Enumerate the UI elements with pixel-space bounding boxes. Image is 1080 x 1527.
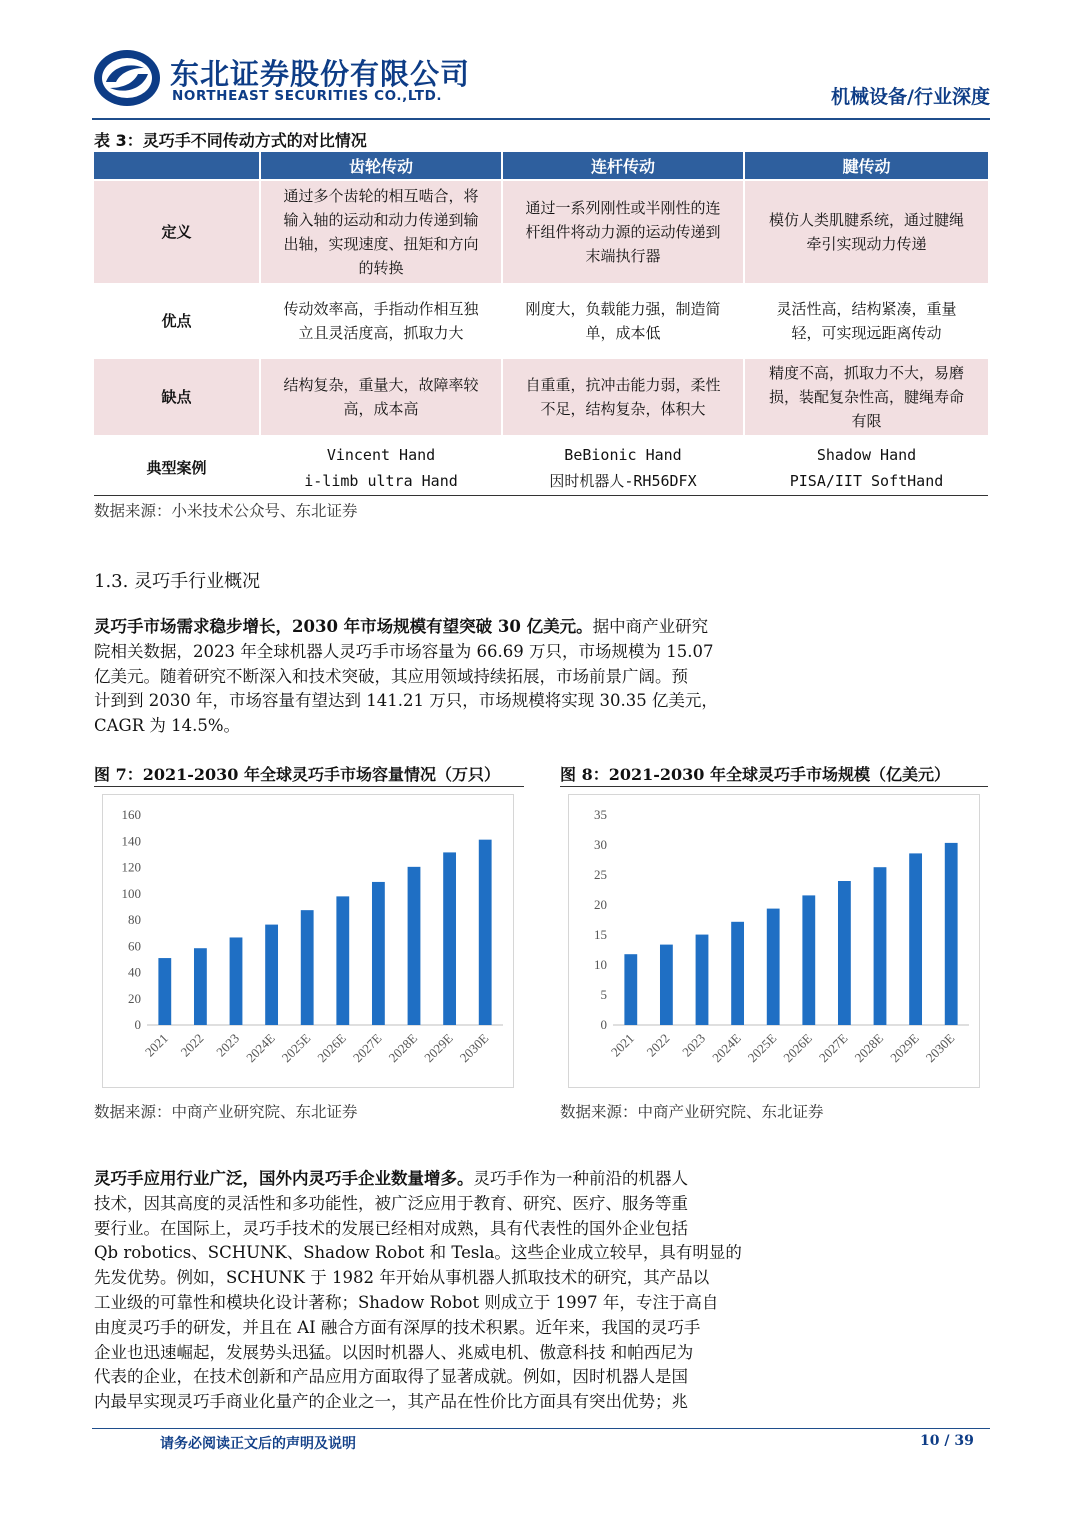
paragraph-lead: 灵巧手应用行业广泛，国外内灵巧手企业数量增多。 [94, 1169, 474, 1188]
section-heading: 1.3. 灵巧手行业概况 [94, 571, 261, 592]
chart-7-svg [103, 795, 515, 1089]
chart8-bar [696, 935, 709, 1025]
chart7-x-tick-label: 2024E [243, 1030, 278, 1066]
chart7-bar [265, 925, 278, 1025]
table-header-gear: 齿轮传动 [260, 152, 502, 180]
paragraph-market-growth [94, 615, 778, 739]
chart7-y-tick-label: 20 [128, 990, 141, 1006]
chart7-x-tick-label: 2022 [177, 1030, 207, 1060]
chart8-bar [802, 895, 815, 1025]
paragraph-line: 灵巧手作为一种前沿的机器人 [473, 1169, 688, 1188]
paragraph-lead: 灵巧手市场需求稳步增长，2030 年市场规模有望突破 30 亿美元。 [94, 617, 593, 636]
chart8-y-tick-label: 30 [594, 837, 607, 852]
footer-divider [92, 1428, 990, 1429]
chart7-bar [194, 948, 207, 1025]
chart7-bar [443, 852, 456, 1025]
chart8-x-tick-label: 2021 [607, 1030, 637, 1060]
chart-market-capacity [102, 794, 514, 1088]
header-divider [92, 118, 990, 120]
table-bottom-rule [94, 495, 988, 496]
case-item: Shadow Hand [816, 445, 917, 464]
table-header-linkage: 连杆传动 [502, 152, 744, 180]
paragraph-line: CAGR 为 14.5%。 [94, 716, 241, 736]
table-cell: 结构复杂，重量大，故障率较高，成本高 [260, 358, 502, 436]
chart8-x-tick-label: 2029E [887, 1030, 922, 1066]
chart8-bar [731, 922, 744, 1025]
table-cell: 模仿人类肌腱系统，通过腱绳牵引实现动力传递 [744, 180, 988, 284]
chart7-x-tick-label: 2027E [349, 1030, 385, 1066]
table-cell-cases [260, 436, 502, 498]
chart7-bar [408, 867, 421, 1025]
chart8-x-tick-label: 2027E [815, 1030, 851, 1066]
chart8-x-tick-label: 2030E [922, 1030, 958, 1066]
paragraph-line: 技术，因其高度的灵活性和多功能性，被广泛应用于教育、研究、医疗、服务等重 [94, 1193, 688, 1213]
chart8-y-tick-label: 25 [594, 867, 607, 882]
chart8-y-tick-label: 5 [600, 987, 607, 1002]
chart8-x-tick-label: 2028E [851, 1030, 887, 1066]
table-cell: 传动效率高，手指动作相互独立且灵活度高，抓取力大 [260, 284, 502, 358]
table-cell-cases [744, 436, 988, 498]
chart8-x-tick-label: 2026E [780, 1030, 815, 1066]
chart7-y-tick-label: 80 [128, 912, 141, 927]
row-label-disadvantages: 缺点 [94, 358, 260, 436]
report-category: 机械设备/行业深度 [831, 86, 990, 108]
table-cell: 通过一系列刚性或半刚性的连杆组件将动力源的运动传递到末端执行器 [502, 180, 744, 284]
paragraph-line: 由度灵巧手的研发，并且在 AI 融合方面有深厚的技术积累。近年来，我国的灵巧手 [94, 1317, 701, 1337]
paragraph-line: 亿美元。随着研究不断深入和技术突破，其应用领域持续拓展，市场前景广阔。预 [94, 666, 688, 686]
chart8-bar [838, 881, 851, 1025]
chart8-y-tick-label: 10 [594, 957, 607, 972]
chart8-y-tick-label: 35 [594, 807, 607, 822]
figure-7-source: 数据来源：中商产业研究院、东北证券 [94, 1103, 358, 1121]
chart-8-svg [569, 795, 981, 1089]
chart8-x-tick-label: 2025E [744, 1030, 780, 1066]
paragraph-line: 院相关数据，2023 年全球机器人灵巧手市场容量为 66.69 万只，市场规模为 15.07 [94, 641, 714, 661]
chart8-y-tick-label: 0 [600, 1017, 607, 1032]
company-logo-icon [92, 48, 162, 108]
case-item: Vincent Hand [326, 445, 436, 464]
chart7-x-tick-label: 2030E [456, 1030, 492, 1066]
table-cell: 精度不高，抓取力不大，易磨损，装配复杂性高，腱绳寿命有限 [744, 358, 988, 436]
table-cell: 灵活性高，结构紧凑，重量轻，可实现远距离传动 [744, 284, 988, 358]
table-header-empty [94, 152, 260, 180]
paragraph-line: 企业也迅速崛起，发展势头迅猛。以因时机器人、兆威电机、傲意科技 和帕西尼为 [94, 1342, 694, 1362]
chart8-bar [945, 843, 958, 1025]
paragraph-line: 先发优势。例如，SCHUNK 于 1982 年开始从事机器人抓取技术的研究，其产品以 [94, 1268, 710, 1288]
company-name-en: NORTHEAST SECURITIES CO.,LTD. [172, 88, 443, 104]
chart7-x-tick-label: 2021 [141, 1030, 171, 1060]
chart7-x-tick-label: 2023 [213, 1030, 243, 1060]
table-header-tendon: 腱传动 [744, 152, 988, 180]
chart7-y-tick-label: 40 [128, 964, 141, 980]
table-source: 数据来源：小米技术公众号、东北证券 [94, 502, 358, 520]
case-item: i-limb ultra Hand [304, 471, 458, 490]
row-label-advantages: 优点 [94, 284, 260, 358]
chart7-y-tick-label: 160 [121, 807, 141, 822]
figure-8-rule [560, 786, 988, 787]
figure-7-rule [94, 786, 524, 787]
table-cell: 通过多个齿轮的相互啮合，将输入轴的运动和动力传递到输出轴，实现速度、扭矩和方向的转换 [260, 180, 502, 284]
chart7-bar [230, 937, 243, 1025]
paragraph-line: Qb robotics、SCHUNK、Shadow Robot 和 Tesla。这些企业成立较早，具有明显的 [94, 1243, 742, 1263]
chart8-bar [909, 853, 922, 1025]
chart7-bar [301, 910, 314, 1025]
chart8-bar [660, 945, 673, 1025]
chart8-x-tick-label: 2022 [643, 1030, 673, 1060]
chart8-y-tick-label: 20 [594, 897, 607, 912]
page-header [92, 48, 990, 114]
table-cell: 刚度大，负载能力强，制造简单，成本低 [502, 284, 744, 358]
footer-disclaimer: 请务必阅读正文后的声明及说明 [160, 1436, 356, 1452]
paragraph-industry-application [94, 1167, 778, 1415]
chart7-bar [479, 840, 492, 1025]
chart7-y-tick-label: 120 [121, 859, 141, 875]
chart7-x-tick-label: 2025E [278, 1030, 314, 1066]
chart7-y-tick-label: 100 [121, 885, 141, 901]
paragraph-line: 要行业。在国际上，灵巧手技术的发展已经相对成熟，具有代表性的国外企业包括 [94, 1218, 688, 1238]
figure-8-source: 数据来源：中商产业研究院、东北证券 [560, 1103, 824, 1121]
table-cell-cases [502, 436, 744, 498]
chart7-y-tick-label: 60 [128, 938, 141, 954]
row-label-cases: 典型案例 [94, 436, 260, 498]
chart7-x-tick-label: 2029E [421, 1030, 456, 1066]
chart8-bar [767, 909, 780, 1025]
chart7-bar [372, 882, 385, 1025]
paragraph-line: 代表的企业，在技术创新和产品应用方面取得了显著成就。例如，因时机器人是国 [94, 1367, 688, 1387]
chart8-x-tick-label: 2024E [709, 1030, 744, 1066]
paragraph-line: 内最早实现灵巧手商业化量产的企业之一，其产品在性价比方面具有突出优势；兆 [94, 1392, 688, 1412]
chart7-bar [158, 958, 171, 1025]
chart8-x-tick-label: 2023 [679, 1030, 709, 1060]
chart8-bar [624, 954, 637, 1025]
case-item: BeBionic Hand [564, 445, 682, 464]
chart7-x-tick-label: 2028E [385, 1030, 421, 1066]
table-caption: 表 3：灵巧手不同传动方式的对比情况 [94, 131, 367, 150]
case-item: 因时机器人-RH56DFX [549, 471, 697, 490]
chart8-bar [874, 867, 887, 1025]
page-number: 10 / 39 [920, 1433, 974, 1449]
figure-8-title: 图 8：2021-2030 年全球灵巧手市场规模（亿美元） [560, 765, 950, 784]
case-item: PISA/IIT SoftHand [789, 471, 944, 490]
paragraph-line: 工业级的可靠性和模块化设计著称；Shadow Robot 则成立于 1997 年，专注于高自 [94, 1292, 719, 1312]
chart7-bar [336, 896, 349, 1025]
chart7-y-tick-label: 0 [134, 1017, 141, 1032]
chart-market-size [568, 794, 980, 1088]
transmission-comparison-table [94, 152, 988, 498]
chart7-y-tick-label: 140 [121, 833, 141, 849]
table-cell: 自重重，抗冲击能力弱，柔性不足，结构复杂，体积大 [502, 358, 744, 436]
chart7-x-tick-label: 2026E [314, 1030, 349, 1066]
figure-7-title: 图 7：2021-2030 年全球灵巧手市场容量情况（万只） [94, 765, 500, 784]
paragraph-line: 计到到 2030 年，市场容量有望达到 141.21 万只，市场规模将实现 30.35 亿美元， [94, 691, 718, 711]
paragraph-line: 据中商产业研究 [592, 617, 709, 636]
company-name-cn: 东北证券股份有限公司 [170, 57, 471, 91]
chart8-y-tick-label: 15 [594, 927, 607, 942]
row-label-definition: 定义 [94, 180, 260, 284]
